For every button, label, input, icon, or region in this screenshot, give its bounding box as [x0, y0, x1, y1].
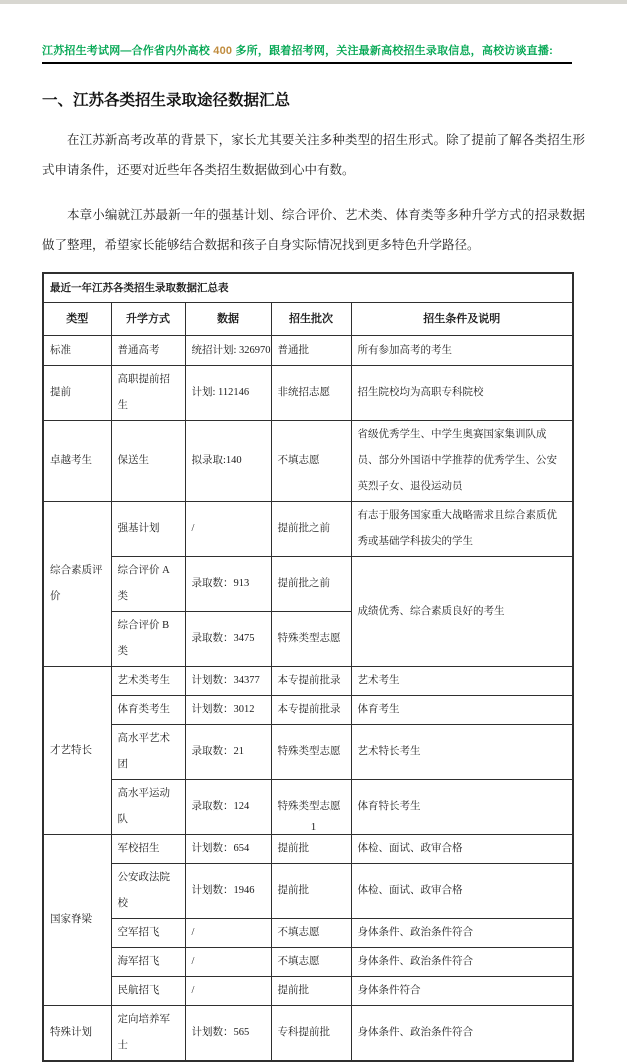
- table-title-row: [43, 273, 573, 303]
- cell-method: 综合评价 B 类: [111, 612, 185, 667]
- cell-condition: 艺术特长考生: [351, 725, 573, 780]
- cell-data: 计划数：3012: [185, 696, 271, 725]
- site-header: [42, 44, 572, 64]
- table-row: [43, 366, 573, 421]
- cell-batch: 提前批: [271, 977, 351, 1006]
- cell-method: 军校招生: [111, 835, 185, 864]
- cell-condition-merged: 成绩优秀、综合素质良好的考生: [351, 557, 573, 667]
- cell-condition: 有志于服务国家重大战略需求且综合素质优秀或基础学科拔尖的学生: [351, 502, 573, 557]
- site-header-text: 江苏招生考试网—合作省内外高校: [42, 45, 214, 57]
- cell-batch: 非统招志愿: [271, 366, 351, 421]
- cell-method: 公安政法院校: [111, 864, 185, 919]
- cell-condition: 身体条件符合: [351, 977, 573, 1006]
- cell-method: 高水平艺术团: [111, 725, 185, 780]
- cell-condition: 体检、面试、政审合格: [351, 864, 573, 919]
- cell-batch: 提前批: [271, 835, 351, 864]
- site-header-highlight-number: 400: [213, 45, 233, 57]
- table-row: [43, 977, 573, 1006]
- cell-data: /: [185, 948, 271, 977]
- cell-data: 录取数：21: [185, 725, 271, 780]
- cell-condition: 体育特长考生: [351, 780, 573, 835]
- cell-data: 录取数：913: [185, 557, 271, 612]
- cell-data: 录取数：3475: [185, 612, 271, 667]
- cell-data: 计划数：654: [185, 835, 271, 864]
- cell-data: 计划数：1946: [185, 864, 271, 919]
- cell-method: 强基计划: [111, 502, 185, 557]
- cell-type: 特殊计划: [43, 1006, 111, 1062]
- paragraph-intro: 在江苏新高考改革的背景下，家长尤其要关注多种类型的招生形式。除了提前了解各类招生形式申请条件，还要对近些年各类招生数据做到心中有数。: [42, 133, 585, 177]
- cell-data: 录取数：124: [185, 780, 271, 835]
- cell-data: 统招计划: 326970: [185, 336, 271, 366]
- cell-type: 提前: [43, 366, 111, 421]
- cell-batch: 普通批: [271, 336, 351, 366]
- table-row: [43, 696, 573, 725]
- cell-batch: 特殊类型志愿: [271, 725, 351, 780]
- table-row: [43, 835, 573, 864]
- cell-method: 艺术类考生: [111, 667, 185, 696]
- cell-batch: 不填志愿: [271, 421, 351, 502]
- column-header-batch: 招生批次: [271, 303, 351, 336]
- cell-batch: 提前批: [271, 864, 351, 919]
- page-number: 1: [310, 821, 317, 833]
- table-row: [43, 421, 573, 502]
- cell-type-group: 国家脊梁: [43, 835, 111, 1006]
- table-row: [43, 667, 573, 696]
- table-row: [43, 557, 573, 612]
- cell-method: 高水平运动队: [111, 780, 185, 835]
- cell-type: 标准: [43, 336, 111, 366]
- cell-method: 高职提前招生: [111, 366, 185, 421]
- cell-method: 保送生: [111, 421, 185, 502]
- table-row: [43, 1006, 573, 1062]
- paragraph-summary: 本章小编就江苏最新一年的强基计划、综合评价、艺术类、体育类等多种升学方式的招录数据做了整理，希望家长能够结合数据和孩子自身实际情况找到更多特色升学路径。: [42, 208, 585, 252]
- cell-data: /: [185, 919, 271, 948]
- cell-method: 民航招飞: [111, 977, 185, 1006]
- table-row: [43, 864, 573, 919]
- site-header-text-tail: 多所，跟着招考网，关注最新高校招生录取信息，高校访谈直播:: [232, 45, 553, 57]
- table-title: 最近一年江苏各类招生录取数据汇总表: [43, 273, 573, 303]
- cell-data: /: [185, 977, 271, 1006]
- cell-batch: 不填志愿: [271, 948, 351, 977]
- cell-data: 计划数：565: [185, 1006, 271, 1062]
- cell-batch: 本专提前批录: [271, 667, 351, 696]
- cell-method: 综合评价 A 类: [111, 557, 185, 612]
- table-row: [43, 502, 573, 557]
- cell-data: /: [185, 502, 271, 557]
- cell-batch: 提前批之前: [271, 557, 351, 612]
- cell-batch: 特殊类型志愿: [271, 780, 351, 835]
- table-row: [43, 919, 573, 948]
- cell-data: 计划: 112146: [185, 366, 271, 421]
- cell-batch: 不填志愿: [271, 919, 351, 948]
- cell-condition: 身体条件、政治条件符合: [351, 948, 573, 977]
- cell-type-group: 综合素质评价: [43, 502, 111, 667]
- cell-method: 普通高考: [111, 336, 185, 366]
- cell-method: 空军招飞: [111, 919, 185, 948]
- cell-condition: 身体条件、政治条件符合: [351, 1006, 573, 1062]
- column-header-data: 数据: [185, 303, 271, 336]
- cell-condition: 招生院校均为高职专科院校: [351, 366, 573, 421]
- column-header-condition: 招生条件及说明: [351, 303, 573, 336]
- table-row: [43, 725, 573, 780]
- cell-method: 体育类考生: [111, 696, 185, 725]
- cell-data: 计划数：34377: [185, 667, 271, 696]
- column-header-type: 类型: [43, 303, 111, 336]
- table-header-row: [43, 303, 573, 336]
- cell-condition: 体检、面试、政审合格: [351, 835, 573, 864]
- cell-method: 海军招飞: [111, 948, 185, 977]
- cell-condition: 艺术考生: [351, 667, 573, 696]
- cell-condition: 体育考生: [351, 696, 573, 725]
- cell-method: 定向培养军士: [111, 1006, 185, 1062]
- cell-type-group: 才艺特长: [43, 667, 111, 835]
- table-row: [43, 948, 573, 977]
- cell-batch: 专科提前批: [271, 1006, 351, 1062]
- table-row: [43, 336, 573, 366]
- cell-data: 拟录取:140: [185, 421, 271, 502]
- cell-condition: 身体条件、政治条件符合: [351, 919, 573, 948]
- cell-condition: 省级优秀学生、中学生奥赛国家集训队成员、部分外国语中学推荐的优秀学生、公安英烈子女、退役运动员: [351, 421, 573, 502]
- column-header-method: 升学方式: [111, 303, 185, 336]
- section-title: 一、江苏各类招生录取途径数据汇总: [42, 92, 291, 109]
- cell-condition: 所有参加高考的考生: [351, 336, 573, 366]
- admissions-summary-table: [42, 272, 574, 1062]
- cell-type: 卓越考生: [43, 421, 111, 502]
- cell-batch: 本专提前批录: [271, 696, 351, 725]
- cell-batch: 特殊类型志愿: [271, 612, 351, 667]
- document-page: [42, 4, 585, 1062]
- cell-batch: 提前批之前: [271, 502, 351, 557]
